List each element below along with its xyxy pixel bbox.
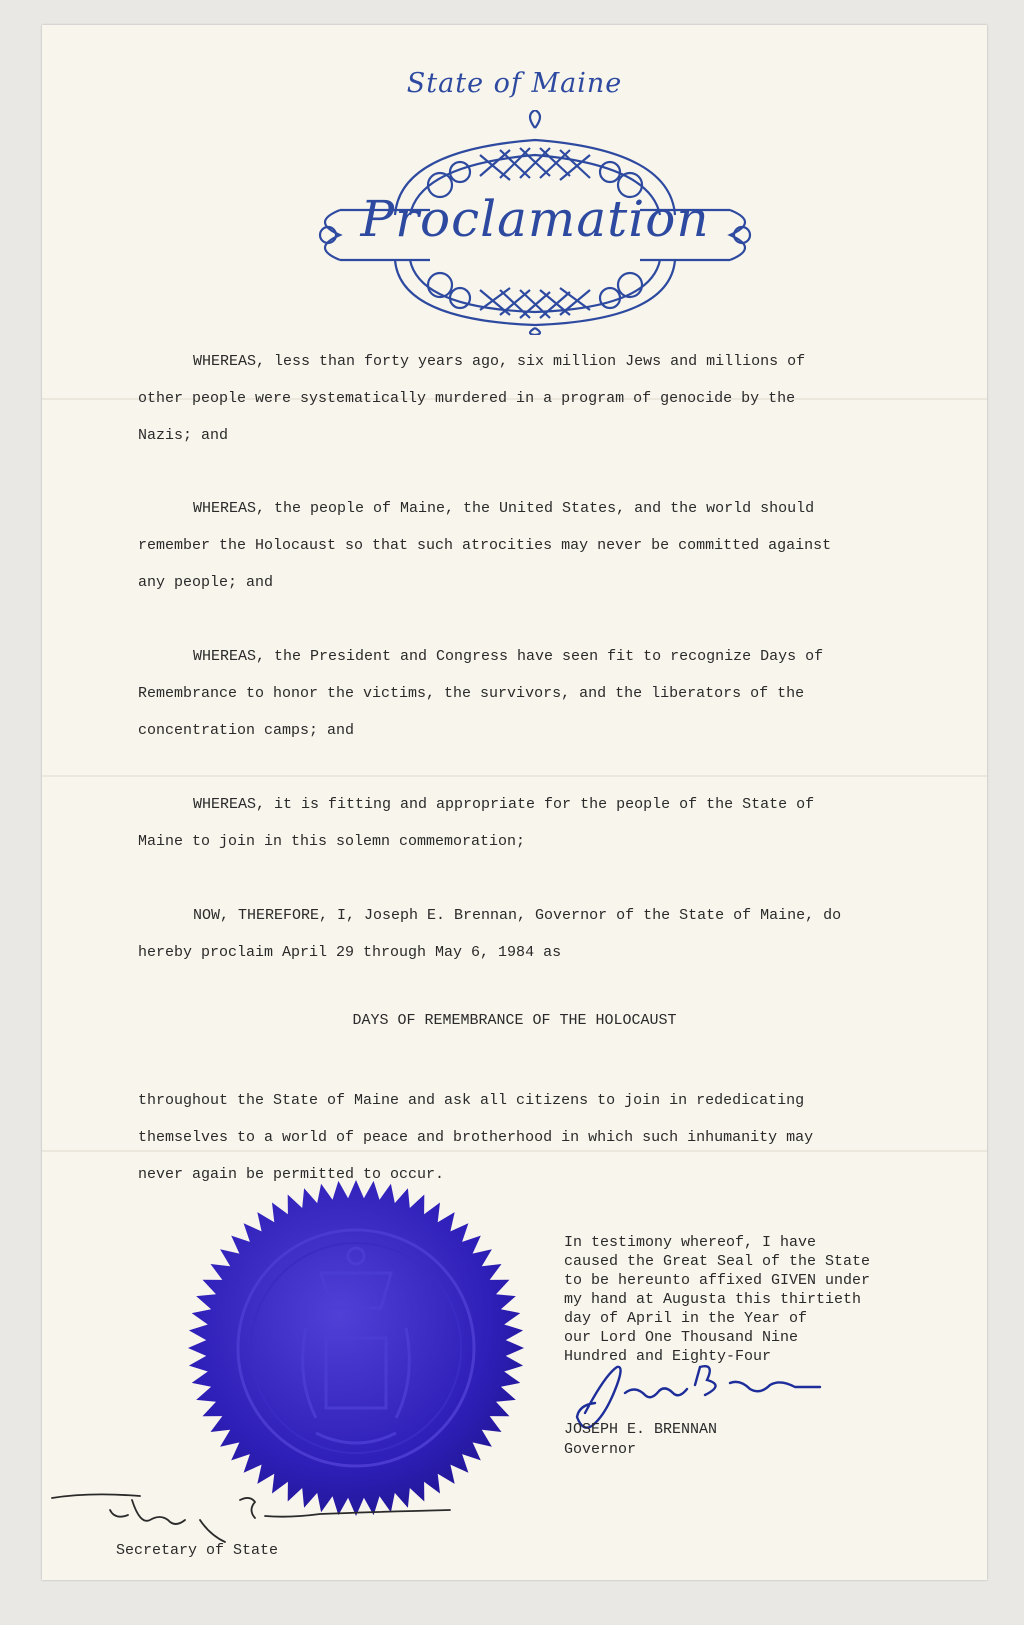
days-of-remembrance-heading: DAYS OF REMEMBRANCE OF THE HOLOCAUST	[352, 1012, 677, 1029]
therefore-paragraph: NOW, THEREFORE, I, Joseph E. Brennan, Governor of the State of Maine, do hereby proclaim April 29 through May 6, 1984 as	[138, 907, 842, 961]
whereas-paragraph-3: WHEREAS, the President and Congress have seen fit to recognize Days of Remembrance to honor the victims, the survivors, and the liberators of the concentration camps; and	[138, 648, 824, 739]
whereas-paragraph-1: WHEREAS, less than forty years ago, six million Jews and millions of other people were systematically murdered in a program of genocide by the Nazis; and	[138, 353, 806, 444]
proclamation-page	[42, 25, 987, 1580]
governor-name: JOSEPH E. BRENNAN	[564, 1421, 718, 1438]
proclamation-crest	[310, 110, 760, 335]
governor-title: Governor	[564, 1441, 637, 1458]
state-heading: State of Maine	[406, 68, 623, 99]
proclamation-title: Proclamation	[360, 190, 710, 248]
closing-paragraph: throughout the State of Maine and ask all citizens to join in rededicating themselves to a world of peace and brotherhood in which such inhumanity may never again be permitted to occur.	[138, 1092, 814, 1183]
testimony-text: In testimony whereof, I have caused the Great Seal of the State to be hereunto affixed GIVEN under my hand at Augusta this thirtieth day of April in the Year of our Lord One Thousand Nine Hundred and Eighty-Four	[564, 1234, 871, 1365]
great-seal-icon	[186, 1178, 526, 1518]
whereas-paragraph-4: WHEREAS, it is fitting and appropriate for the people of the State of Maine to join in this solemn commemoration;	[138, 796, 815, 850]
whereas-paragraph-2: WHEREAS, the people of Maine, the United States, and the world should remember the Holocaust so that such atrocities may never be committed against any people; and	[138, 500, 832, 591]
fold-line	[42, 775, 987, 777]
secretary-title: Secretary of State	[116, 1542, 279, 1559]
